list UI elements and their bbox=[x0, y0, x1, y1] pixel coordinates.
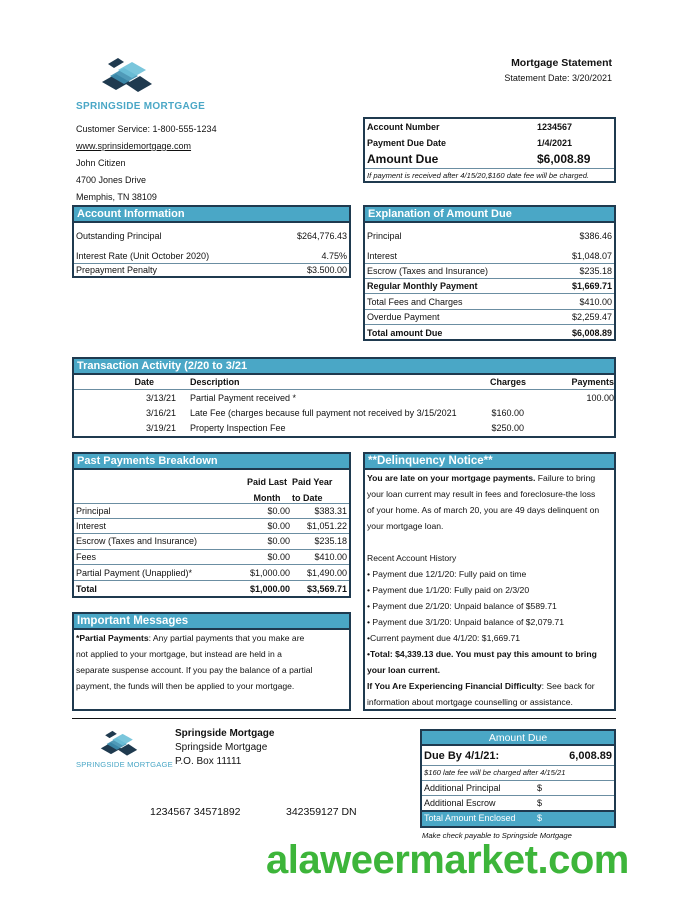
exp-total-label: Total amount Due bbox=[367, 328, 443, 338]
total-due-line-2: your loan current. bbox=[367, 665, 441, 675]
important-messages-panel bbox=[72, 612, 351, 711]
table-row bbox=[74, 503, 349, 519]
payable-note: Make check payable to Springside Mortgage bbox=[422, 831, 572, 840]
statement-title: Mortgage Statement bbox=[511, 57, 612, 69]
amount-due-coupon bbox=[420, 729, 616, 828]
account-information-panel bbox=[72, 205, 351, 278]
delinquency-line-2: your loan current may result in fees and foreclosure-the loss bbox=[367, 489, 596, 499]
outstanding-principal-value: $264,776.43 bbox=[296, 231, 347, 241]
exp-regular-payment-value: $1,669.71 bbox=[571, 281, 612, 291]
paid-ytd-header-1: Paid Year bbox=[292, 477, 333, 487]
delinquency-line-3: of your home. As of march 20, you are 49 days delinquent on bbox=[367, 505, 600, 515]
coupon-due-value: 6,008.89 bbox=[569, 750, 612, 762]
interest-rate-label: Interest Rate (Unit October 2020) bbox=[76, 251, 210, 261]
outstanding-principal-label: Outstanding Principal bbox=[76, 231, 162, 241]
exp-total-value: $6,008.89 bbox=[571, 328, 612, 338]
exp-overdue-value: $2,259.47 bbox=[571, 312, 612, 322]
table-row bbox=[74, 534, 349, 550]
coupon-late-note: $160 late fee will be charged after 4/15/21 bbox=[424, 768, 566, 777]
micr-right: 342359127 DN bbox=[286, 806, 357, 818]
interest-rate-value: 4.75% bbox=[321, 251, 347, 261]
remit-logo-mark-icon bbox=[94, 728, 144, 760]
history-title: Recent Account History bbox=[367, 553, 457, 563]
coupon-due-label: Due By 4/1/21: bbox=[424, 750, 500, 762]
table-row bbox=[74, 405, 614, 420]
pp-last: $0.00 bbox=[267, 552, 290, 563]
delinquency-intro-rest: Failure to bring bbox=[535, 473, 596, 483]
tx-description: Late Fee (charges because full payment not received by 3/15/2021 bbox=[190, 407, 457, 418]
prepayment-penalty-value: $3.500.00 bbox=[306, 265, 347, 275]
additional-principal-input[interactable]: $ bbox=[537, 783, 543, 793]
remit-name-bold: Springside Mortgage bbox=[175, 728, 275, 739]
total-enclosed-input[interactable]: $ bbox=[537, 813, 543, 823]
remit-logo-text: SPRINGSIDE MORTGAGE bbox=[76, 760, 173, 769]
messages-line-3: separate suspense account. If you pay the balance of a partial bbox=[76, 665, 313, 675]
table-row bbox=[74, 420, 614, 435]
pp-label: Interest bbox=[76, 520, 107, 531]
difficulty-rest: : See back for bbox=[541, 681, 595, 691]
exp-escrow-value: $235.18 bbox=[579, 266, 612, 276]
delinquency-line-4: your mortgage loan. bbox=[367, 521, 444, 531]
exp-fees-label: Total Fees and Charges bbox=[367, 297, 463, 307]
pp-ytd: $235.18 bbox=[314, 536, 347, 547]
table-row bbox=[74, 550, 349, 566]
pp-label: Escrow (Taxes and Insurance) bbox=[76, 536, 198, 547]
transaction-activity-panel bbox=[72, 357, 616, 438]
amount-due-label: Amount Due bbox=[367, 152, 439, 166]
tear-off-divider bbox=[72, 718, 616, 719]
past-payments-title: Past Payments Breakdown bbox=[74, 454, 349, 470]
account-information-title: Account Information bbox=[74, 207, 349, 223]
customer-service: Customer Service: 1-800-555-1234 bbox=[76, 124, 217, 134]
important-messages-title: Important Messages bbox=[74, 614, 349, 630]
pp-last: $1,000.00 bbox=[249, 583, 290, 594]
transaction-activity-title: Transaction Activity (2/20 to 3/21 bbox=[74, 359, 614, 375]
past-payments-panel bbox=[72, 452, 351, 598]
watermark-text: alaweermarket.com bbox=[266, 838, 629, 882]
account-number-label: Account Number bbox=[367, 122, 440, 132]
pp-label: Partial Payment (Unapplied)* bbox=[76, 567, 193, 578]
amount-due: $6,008.89 bbox=[537, 152, 591, 166]
tx-description: Property Inspection Fee bbox=[190, 422, 286, 433]
statement-date: Statement Date: 3/20/2021 bbox=[504, 73, 612, 83]
tx-header-charges: Charges bbox=[490, 377, 527, 387]
total-enclosed-label: Total Amount Enclosed bbox=[424, 813, 516, 823]
partial-payments-bold: *Partial Payments bbox=[76, 633, 149, 643]
exp-fees-value: $410.00 bbox=[579, 297, 612, 307]
history-item: • Payment due 2/1/20: Unpaid balance of $589.71 bbox=[367, 601, 557, 611]
tx-charges: $160.00 bbox=[491, 407, 524, 418]
remit-name: Springside Mortgage bbox=[175, 742, 268, 753]
pp-label: Principal bbox=[76, 505, 111, 516]
account-number: 1234567 bbox=[537, 122, 573, 132]
exp-overdue-label: Overdue Payment bbox=[367, 312, 440, 322]
exp-interest-value: $1,048.07 bbox=[571, 251, 612, 261]
address-line-1: 4700 Jones Drive bbox=[76, 175, 147, 185]
tx-date: 3/16/21 bbox=[145, 407, 176, 418]
tx-description: Partial Payment received * bbox=[190, 392, 297, 403]
payment-due-label: Payment Due Date bbox=[367, 138, 447, 148]
late-fee-note: If payment is received after 4/15/20,$160 date fee will be charged. bbox=[367, 171, 590, 180]
additional-escrow-label: Additional Escrow bbox=[424, 798, 496, 808]
pp-ytd: $3,569.71 bbox=[306, 583, 347, 594]
messages-line-4: payment, the funds will then be applied to your mortgage. bbox=[76, 681, 295, 691]
pp-ytd: $1,490.00 bbox=[306, 567, 347, 578]
account-summary-box bbox=[363, 117, 616, 183]
paid-last-header-2: Month bbox=[253, 493, 281, 503]
difficulty-bold: If You Are Experiencing Financial Difficulty bbox=[367, 681, 542, 691]
tx-header-date: Date bbox=[134, 377, 154, 387]
tx-payments: 100.00 bbox=[586, 392, 614, 403]
paid-ytd-header-2: to Date bbox=[292, 493, 323, 503]
remit-po-box: P.O. Box 11111 bbox=[175, 756, 242, 767]
logo-text: SPRINGSIDE MORTGAGE bbox=[76, 101, 206, 112]
pp-last: $1,000.00 bbox=[249, 567, 290, 578]
explanation-title: Explanation of Amount Due bbox=[365, 207, 614, 223]
pp-ytd: $383.31 bbox=[314, 505, 347, 516]
delinquency-title: **Delinquency Notice** bbox=[365, 454, 614, 470]
table-row bbox=[74, 519, 349, 535]
pp-ytd: $1,051.22 bbox=[306, 520, 347, 531]
pp-label: Fees bbox=[76, 552, 97, 563]
history-item: • Payment due 3/1/20: Unpaid balance of $2,079.71 bbox=[367, 617, 564, 627]
paid-last-header-1: Paid Last bbox=[246, 477, 287, 487]
tx-date: 3/19/21 bbox=[145, 422, 176, 433]
total-due-line-1: •Total: $4,339.13 due. You must pay this amount to bring bbox=[367, 649, 597, 659]
pp-label: Total bbox=[76, 583, 97, 594]
exp-escrow-label: Escrow (Taxes and Insurance) bbox=[367, 266, 489, 276]
table-row bbox=[74, 390, 614, 405]
table-row bbox=[74, 565, 349, 581]
exp-regular-payment-label: Regular Monthly Payment bbox=[367, 281, 478, 291]
prepayment-penalty-label: Prepayment Penalty bbox=[76, 265, 158, 275]
pp-last: $0.00 bbox=[267, 536, 290, 547]
delinquency-notice-panel bbox=[363, 452, 616, 711]
history-item: • Payment due 1/1/20: Fully paid on 2/3/20 bbox=[367, 585, 530, 595]
customer-name: John Citizen bbox=[76, 158, 126, 168]
micr-left: 1234567 34571892 bbox=[150, 806, 241, 818]
difficulty-line-2: information about mortgage counselling or assistance. bbox=[367, 697, 573, 707]
explanation-panel bbox=[363, 205, 616, 341]
delinquency-intro-bold: You are late on your mortgage payments. bbox=[367, 473, 536, 483]
exp-principal-value: $386.46 bbox=[579, 231, 612, 241]
exp-principal-label: Principal bbox=[367, 231, 402, 241]
messages-line-1: : Any partial payments that you make are bbox=[148, 633, 305, 643]
pp-last: $0.00 bbox=[267, 505, 290, 516]
table-row bbox=[74, 581, 349, 597]
additional-escrow-input[interactable]: $ bbox=[537, 798, 543, 808]
coupon-title: Amount Due bbox=[422, 731, 614, 746]
history-item: •Current payment due 4/1/20: $1,669.71 bbox=[367, 633, 521, 643]
website-link[interactable]: www.sprinsidemortgage.com bbox=[76, 141, 192, 151]
messages-line-2: not applied to your mortgage, but instead are held in a bbox=[76, 649, 282, 659]
history-item: • Payment due 12/1/20: Fully paid on time bbox=[367, 569, 527, 579]
logo-mark-icon bbox=[96, 54, 158, 98]
pp-ytd: $410.00 bbox=[314, 552, 347, 563]
tx-header-payments: Payments bbox=[571, 377, 614, 387]
additional-principal-label: Additional Principal bbox=[424, 783, 501, 793]
exp-interest-label: Interest bbox=[367, 251, 398, 261]
tx-charges: $250.00 bbox=[491, 422, 524, 433]
payment-due-date: 1/4/2021 bbox=[537, 138, 573, 148]
tx-date: 3/13/21 bbox=[145, 392, 176, 403]
tx-header-description: Description bbox=[190, 377, 240, 387]
pp-last: $0.00 bbox=[267, 520, 290, 531]
address-line-2: Memphis, TN 38109 bbox=[76, 192, 157, 202]
